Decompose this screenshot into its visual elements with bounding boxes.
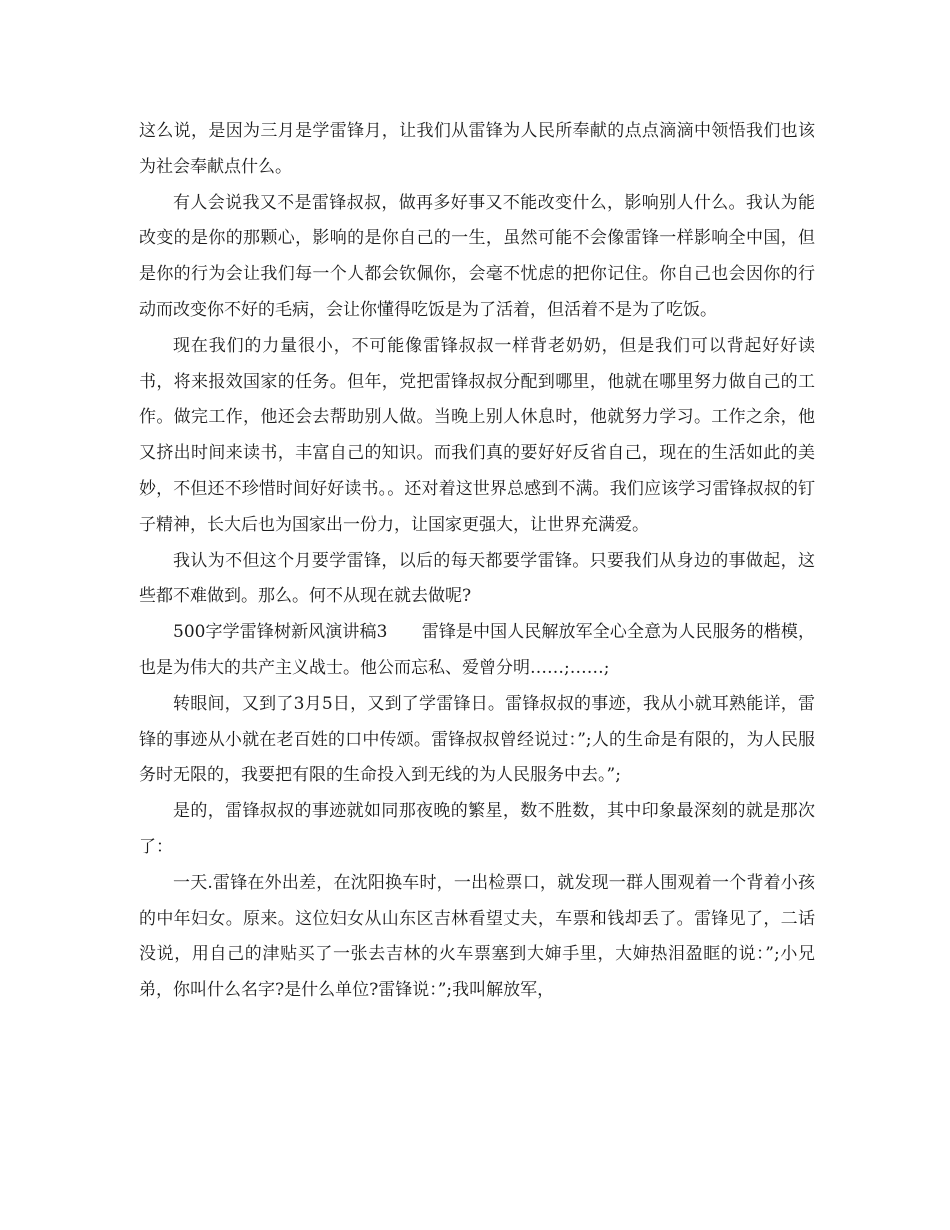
paragraph: 转眼间，又到了3月5日，又到了学雷锋日。雷锋叔叔的事迹，我从小就耳熟能详，雷锋的事迹从小就在老百姓的口中传颂。雷锋叔叔曾经说过：”;人的生命是有限的，为人民服务时无限的，我要把有限的生命投入到无线的为人民服务中去。”; bbox=[139, 693, 815, 786]
document-body bbox=[139, 114, 815, 1009]
paragraph: 一天.雷锋在外出差，在沈阳换车时，一出检票口，就发现一群人围观着一个背着小孩的中年妇女。原来。这位妇女从山东区吉林看望丈夫，车票和钱却丢了。雷锋见了，二话没说，用自己的津贴买了一张去吉林的火车票塞到大婶手里，大婶热泪盈眶的说：”;小兄弟，你叫什么名字?是什么单位?雷锋说：”;我叫解放军， bbox=[139, 872, 815, 1001]
paragraph: 是的，雷锋叔叔的事迹就如同那夜晚的繁星，数不胜数，其中印象最深刻的就是那次了： bbox=[139, 801, 815, 857]
paragraph: 现在我们的力量很小，不可能像雷锋叔叔一样背老奶奶，但是我们可以背起好好读书，将来报效国家的任务。但年，党把雷锋叔叔分配到哪里，他就在哪里努力做自己的工作。做完工作，他还会去帮助别人做。当晚上别人休息时，他就努力学习。工作之余，他又挤出时间来读书，丰富自己的知识。而我们真的要好好反省自己，现在的生活如此的美妙，不但还不珍惜时间好好读书。。还对着这世界总感到不满。我们应该学习雷锋叔叔的钉子精神，长大后也为国家出一份力，让国家更强大，让世界充满爱。 bbox=[139, 335, 815, 535]
paragraph: 我认为不但这个月要学雷锋，以后的每天都要学雷锋。只要我们从身边的事做起，这些都不难做到。那么。何不从现在就去做呢? bbox=[139, 550, 815, 607]
paragraph: 有人会说我又不是雷锋叔叔，做再多好事又不能改变什么，影响别人什么。我认为能改变的是你的那颗心，影响的是你自己的一生，虽然可能不会像雷锋一样影响全中国，但是你的行为会让我们每一个人都会钦佩你，会毫不忧虑的把你记住。你自己也会因你的行动而改变你不好的毛病，会让你懂得吃饭是为了活着，但活着不是为了吃饭。 bbox=[139, 192, 815, 320]
paragraph: 这么说，是因为三月是学雷锋月，让我们从雷锋为人民所奉献的点点滴滴中领悟我们也该为社会奉献点什么。 bbox=[139, 121, 815, 177]
paragraph: 500字学雷锋树新风演讲稿3 雷锋是中国人民解放军全心全意为人民服务的楷模，也是为伟大的共产主义战士。他公而忘私、爱曾分明……;……; bbox=[139, 622, 815, 678]
